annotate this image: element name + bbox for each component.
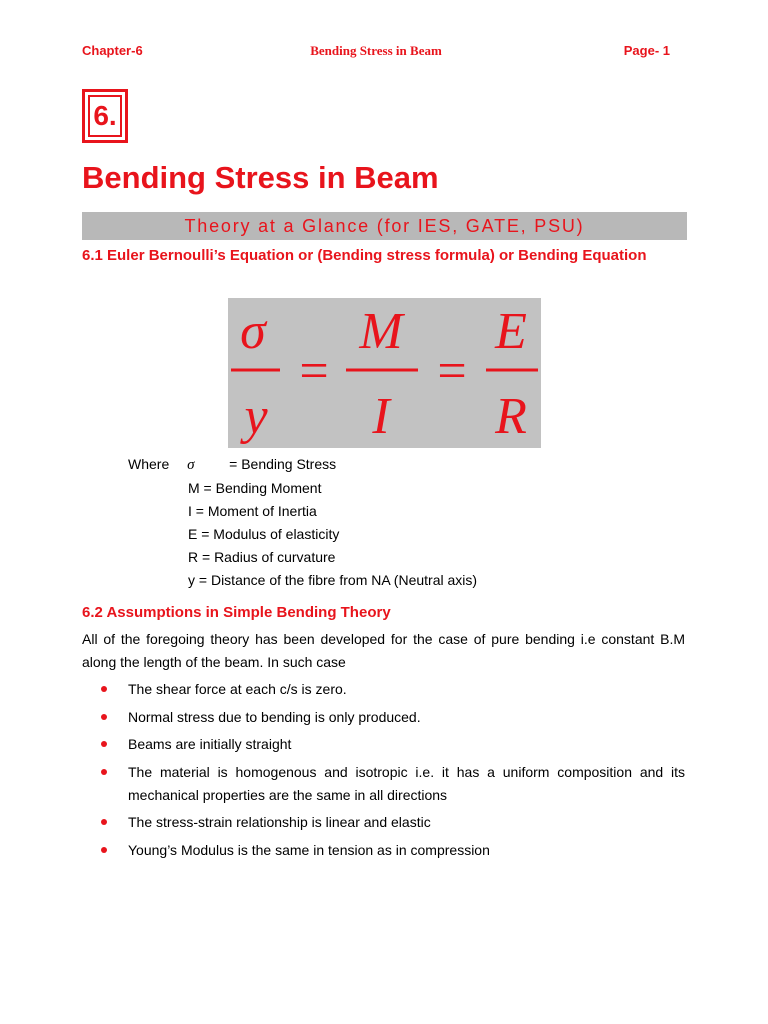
formula-equals-1: = <box>299 343 329 400</box>
where-row-r: R = Radius of curvature <box>188 549 336 565</box>
formula-equals-2: = <box>437 343 467 400</box>
formula-R: R <box>495 388 527 445</box>
assumptions-list <box>82 678 685 866</box>
bullet-dot-icon <box>101 847 107 853</box>
list-item: The stress-strain relationship is linear and elastic <box>82 811 685 834</box>
where-label: Where <box>128 456 170 472</box>
where-row-sigma <box>128 455 336 474</box>
section-6-1-title: 6.1 Euler Bernoulli’s Equation or (Bending stress formula) or Bending Equation <box>82 247 647 264</box>
bullet-dot-icon <box>101 741 107 747</box>
where-row-y: y = Distance of the fibre from NA (Neutral axis) <box>188 572 478 588</box>
list-item: Young’s Modulus is the same in tension as in compression <box>82 839 685 862</box>
section-6-2-intro: All of the foregoing theory has been developed for the case of pure bending i.e constant B.M along the length of the beam. In such case <box>82 631 685 670</box>
where-row-m: M = Bending Moment <box>188 480 322 496</box>
bending-equation-svg <box>228 298 541 448</box>
page-header <box>82 43 670 63</box>
bullet-dot-icon <box>101 819 107 825</box>
bullet-dot-icon <box>101 769 107 775</box>
header-title: Bending Stress in Beam <box>310 43 442 58</box>
section-6-2-title: 6.2 Assumptions in Simple Bending Theory <box>82 604 391 621</box>
bullet-dot-icon <box>101 686 107 692</box>
where-row-i: I = Moment of Inertia <box>188 503 317 519</box>
bullet-dot-icon <box>101 714 107 720</box>
chapter-number-box <box>82 89 128 143</box>
chapter-number: 6. <box>88 95 122 137</box>
theory-banner: Theory at a Glance (for IES, GATE, PSU) <box>82 212 687 240</box>
formula-M: M <box>359 303 403 360</box>
list-item: The shear force at each c/s is zero. <box>82 678 685 701</box>
header-chapter: Chapter-6 <box>82 43 143 58</box>
where-row-e: E = Modulus of elasticity <box>188 526 340 542</box>
where-sigma-symbol: σ <box>187 457 195 473</box>
formula-I: I <box>372 388 390 445</box>
where-sigma-text: = Bending Stress <box>229 456 337 472</box>
list-item: Normal stress due to bending is only produced. <box>82 706 685 729</box>
formula-sigma: σ <box>240 303 266 360</box>
formula-E: E <box>495 303 527 360</box>
bending-equation <box>228 298 541 448</box>
formula-y: y <box>244 388 268 445</box>
chapter-title: Bending Stress in Beam <box>82 160 439 195</box>
list-item: The material is homogenous and isotropic i.e. it has a uniform composition and its mechanical properties are the same in all directions <box>82 761 685 807</box>
header-page-number: Page- 1 <box>623 43 670 58</box>
list-item: Beams are initially straight <box>82 733 685 756</box>
